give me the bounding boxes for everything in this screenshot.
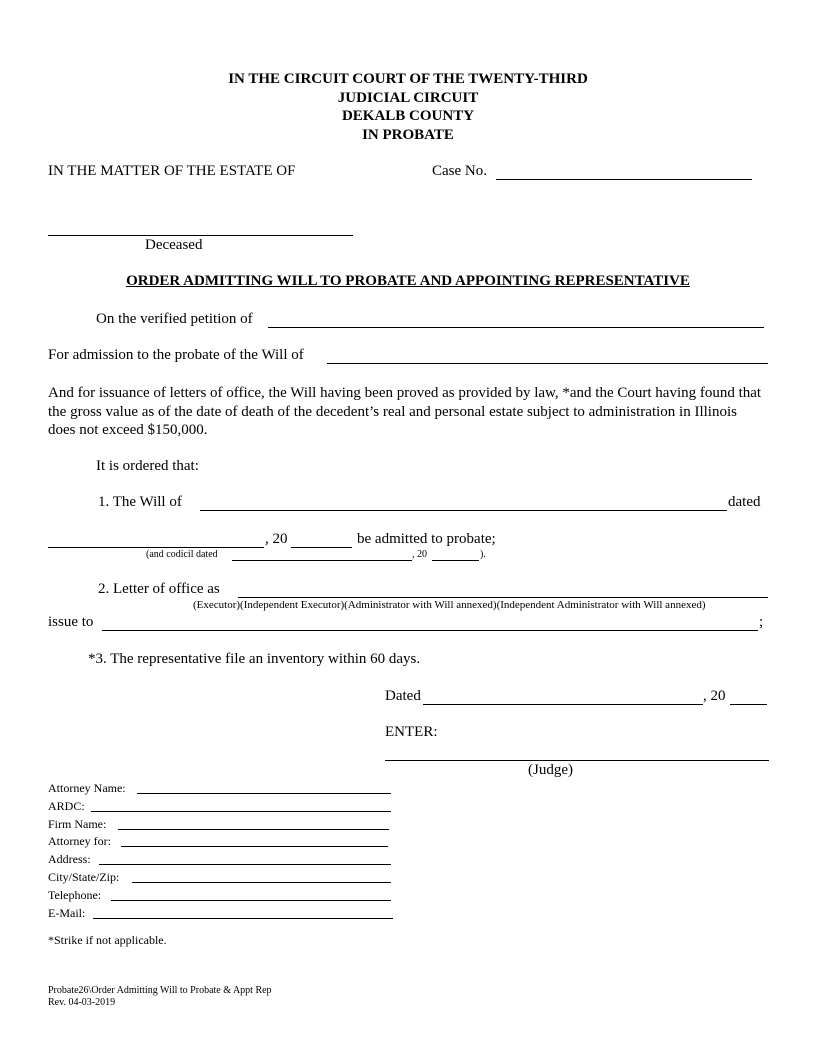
city-state-zip-field[interactable] xyxy=(132,882,391,883)
attorney-name-label: Attorney Name: xyxy=(48,781,126,795)
ardc-label: ARDC: xyxy=(48,798,85,813)
codicil-label: (and codicil dated xyxy=(146,549,218,560)
item1-label: 1. The Will of xyxy=(98,494,182,510)
will-date-field[interactable] xyxy=(48,547,264,548)
strike-footnote: *Strike if not applicable. xyxy=(48,933,167,947)
matter-label: IN THE MATTER OF THE ESTATE OF xyxy=(48,163,296,179)
dated-year-prefix: , 20 xyxy=(703,688,726,704)
revision-date: Rev. 04-03-2019 xyxy=(48,997,116,1008)
attorney-for-field[interactable] xyxy=(121,846,388,847)
dated-label: Dated xyxy=(385,688,421,704)
office-type-field[interactable] xyxy=(238,597,768,598)
codicil-date-field[interactable] xyxy=(232,560,412,561)
dated-year-field[interactable] xyxy=(730,704,767,705)
header-line-1: IN THE CIRCUIT COURT OF THE TWENTY-THIRD xyxy=(228,71,588,87)
email-field[interactable] xyxy=(93,918,393,919)
enter-label: ENTER: xyxy=(385,724,438,740)
admission-label: For admission to the probate of the Will of xyxy=(48,347,304,363)
telephone-label: Telephone: xyxy=(48,887,102,902)
codicil-year-field[interactable] xyxy=(432,560,479,561)
email-label: E-Mail: xyxy=(48,905,86,920)
office-type-options: (Executor)(Independent Executor)(Administrator with Will annexed)(Independent Administrator with Will annexed) xyxy=(193,599,706,611)
form-id: Probate26\Order Admitting Will to Probate & Appt Rep xyxy=(48,985,272,996)
firm-name-field[interactable] xyxy=(118,829,389,830)
issue-to-label: issue to xyxy=(48,614,94,630)
judge-signature-field[interactable] xyxy=(385,760,769,761)
address-field[interactable] xyxy=(99,864,391,865)
case-no-field[interactable] xyxy=(496,179,752,180)
attorney-name-field[interactable] xyxy=(137,793,391,794)
petition-label: On the verified petition of xyxy=(96,311,253,327)
admitted-text: be admitted to probate; xyxy=(357,531,496,547)
header-line-2: JUDICIAL CIRCUIT xyxy=(337,89,479,106)
court-header xyxy=(0,70,816,144)
issue-to-field[interactable] xyxy=(102,630,758,631)
codicil-close: ). xyxy=(480,549,486,560)
judge-label: (Judge) xyxy=(528,762,573,778)
city-state-zip-label: City/State/Zip: xyxy=(48,869,120,884)
deceased-label: Deceased xyxy=(145,237,203,253)
item3-text: *3. The representative file an inventory within 60 days. xyxy=(88,651,421,667)
testator-field[interactable] xyxy=(327,363,768,364)
case-no-label: Case No. xyxy=(432,163,487,179)
will-year-field[interactable] xyxy=(291,547,352,548)
issue-to-end: ; xyxy=(759,614,764,630)
issuance-paragraph: And for issuance of letters of office, the Will having been proved as provided by law, *and the Court having found that the gross value as of the date of death of the decedent’s real and personal estate subject to administration in Illinois does not exceed $150,000. xyxy=(48,385,762,438)
item2-label: 2. Letter of office as xyxy=(98,581,220,597)
decedent-name-field[interactable] xyxy=(48,235,353,236)
order-title: ORDER ADMITTING WILL TO PROBATE AND APPOINTING REPRESENTATIVE xyxy=(126,273,690,289)
ordered-label: It is ordered that: xyxy=(96,458,199,474)
will-of-field[interactable] xyxy=(200,510,727,511)
item1-dated-label: dated xyxy=(728,494,761,510)
header-line-3: DEKALB COUNTY xyxy=(341,108,475,124)
header-line-4: IN PROBATE xyxy=(362,126,454,143)
firm-name-label: Firm Name: xyxy=(48,816,107,831)
petitioner-field[interactable] xyxy=(268,327,764,328)
dated-field[interactable] xyxy=(423,704,703,705)
will-year-prefix: , 20 xyxy=(265,531,288,547)
ardc-field[interactable] xyxy=(91,811,391,812)
telephone-field[interactable] xyxy=(111,900,391,901)
address-label: Address: xyxy=(48,852,91,867)
attorney-for-label: Attorney for: xyxy=(48,834,111,849)
codicil-year-prefix: , 20 xyxy=(412,549,427,560)
